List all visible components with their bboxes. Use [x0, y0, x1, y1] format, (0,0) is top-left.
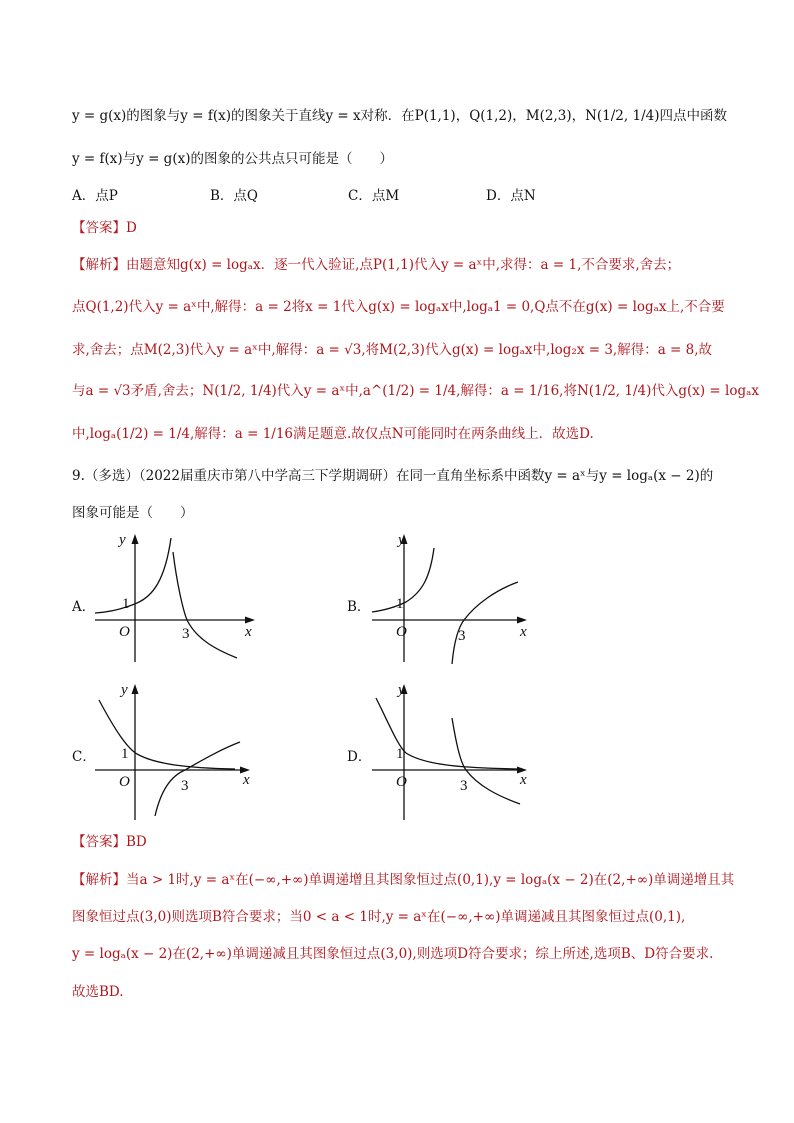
answer-value: D	[126, 220, 137, 236]
analysis-text: 由题意知g(x) = logₐx．逐一代入验证,点P(1,1)代入y = aˣ中,求得：a = 1,不合要求,舍去；	[126, 257, 681, 273]
q8-analysis-line1	[72, 255, 680, 275]
y-label: y	[119, 532, 126, 548]
q8-options	[72, 186, 624, 206]
graph-d	[372, 680, 542, 820]
y-label: y	[398, 682, 405, 698]
tick-3: 3	[181, 778, 189, 794]
tick-3: 3	[182, 626, 190, 642]
q8-analysis-line4: 与a = √3矛盾,舍去；N(1/2, 1/4)代入y = aˣ中,a^(1/2) = 1/4,解得：a = 1/16,将N(1/2, 1/4)代入g(x) = logₐx	[72, 383, 759, 399]
y-label: y	[398, 532, 405, 548]
q8-option-c: C．点M	[348, 188, 400, 204]
q9-analysis-line3: y = logₐ(x − 2)在(2,+∞)单调递减且其图象恒过点(3,0),则选项D符合要求；综上所述,选项B、D符合要求.	[72, 946, 714, 962]
graph-a	[95, 532, 265, 662]
graph-label-c: C．	[72, 749, 96, 765]
tick-3: 3	[458, 628, 466, 644]
q8-stem-line2: y = f(x)与y = g(x)的图象的公共点只可能是（ ）	[72, 151, 393, 167]
tick-3: 3	[460, 778, 468, 794]
q9-analysis-line4: 故选BD.	[72, 984, 124, 1000]
q8-analysis-line5: 中,logₐ(1/2) = 1/4,解得：a = 1/16满足题意.故仅点N可能同时在两条曲线上．故选D.	[72, 426, 594, 442]
tick-1: 1	[396, 596, 404, 612]
x-label: x	[243, 772, 250, 788]
q9-analysis-line1	[72, 870, 734, 890]
q9-stem-line2: 图象可能是（ ）	[72, 505, 194, 521]
x-label: x	[520, 772, 527, 788]
graph-c	[95, 680, 265, 820]
exp-curve	[95, 538, 171, 613]
graph-label-d: D．	[347, 749, 372, 765]
x-axis-arrow	[517, 617, 527, 624]
log-curve	[155, 742, 240, 816]
graph-label-a: A．	[72, 599, 96, 615]
analysis-tag: 【解析】	[72, 872, 126, 888]
answer-tag: 【答案】	[72, 834, 126, 850]
answer-value: BD	[126, 834, 147, 850]
analysis-text: 当a > 1时,y = aˣ在(−∞,+∞)单调递增且其图象恒过点(0,1),y = logₐ(x − 2)在(2,+∞)单调递增且其	[126, 872, 735, 888]
q8-analysis-line2: 点Q(1,2)代入y = aˣ中,解得：a = 2将x = 1代入g(x) = logₐx中,logₐ1 = 0,Q点不在g(x) = logₐx上,不合要	[72, 299, 725, 315]
y-axis-arrow	[132, 534, 139, 544]
tick-1: 1	[121, 746, 129, 762]
x-label: x	[245, 624, 252, 640]
tick-1: 1	[122, 596, 130, 612]
analysis-tag: 【解析】	[72, 257, 126, 273]
origin-label: O	[396, 774, 407, 790]
q8-analysis-line3: 求,舍去；点M(2,3)代入y = aˣ中,解得：a = √3,将M(2,3)代入g(x) = logₐx中,log₂x = 3,解得：a = 8,故	[72, 342, 713, 358]
origin-label: O	[396, 624, 407, 640]
q9-analysis-line2: 图象恒过点(3,0)则选项B符合要求；当0 < a < 1时,y = aˣ在(−∞,+∞)单调递减且其图象恒过点(0,1),	[72, 909, 686, 925]
origin-label: O	[119, 774, 130, 790]
exp-curve	[99, 700, 235, 769]
x-axis-arrow	[245, 617, 255, 624]
log-curve	[173, 552, 237, 658]
log-curve	[452, 582, 518, 664]
y-axis-arrow	[132, 684, 139, 694]
x-label: x	[520, 624, 527, 640]
q9-stem-line1: 9.（多选）（2022届重庆市第八中学高三下学期调研）在同一直角坐标系中函数y = aˣ与y = logₐ(x − 2)的	[72, 468, 714, 484]
tick-1: 1	[396, 746, 404, 762]
q8-option-b: B．点Q	[210, 188, 258, 204]
graph-label-b: B．	[347, 599, 371, 615]
answer-tag: 【答案】	[72, 220, 126, 236]
q8-answer	[72, 218, 137, 238]
graph-b	[372, 532, 542, 662]
q9-answer	[72, 832, 147, 852]
y-label: y	[121, 682, 128, 698]
q8-option-d: D．点N	[486, 188, 536, 204]
q8-stem-line1: y = g(x)的图象与y = f(x)的图象关于直线y = x对称．在P(1,1)，Q(1,2)，M(2,3)，N(1/2, 1/4)四点中函数	[72, 108, 727, 124]
origin-label: O	[119, 624, 130, 640]
q8-option-a: A．点P	[72, 188, 118, 204]
